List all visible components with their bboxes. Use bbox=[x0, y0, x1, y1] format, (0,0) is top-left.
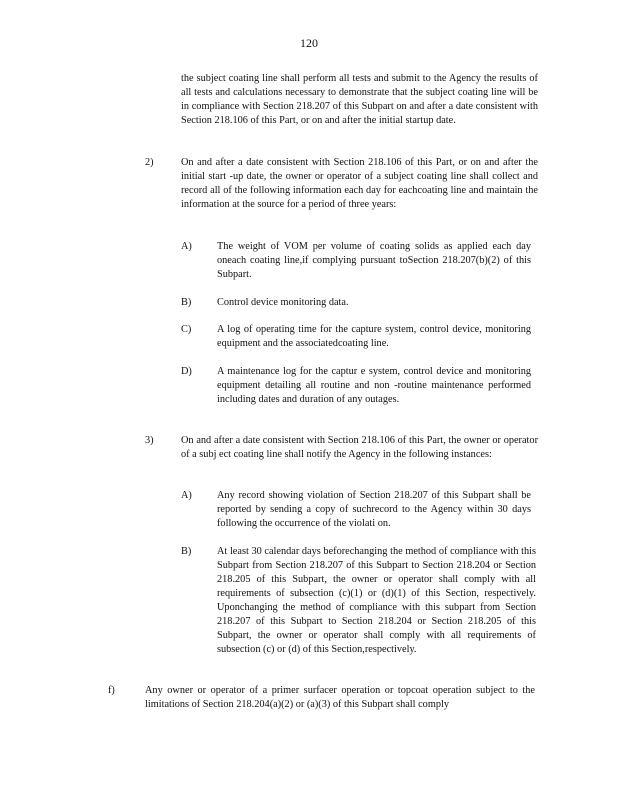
item-3-A-text: Any record showing violation of Section 218.207 of this Subpart shall be reported by sending a copy of suchrecord to the Agency within 30 days following the occurrence of the violati on. bbox=[217, 490, 531, 529]
item-2-D-label: D) bbox=[181, 366, 192, 377]
intro-paragraph: the subject coating line shall perform all tests and submit to the Agency the results of all tests and calculations necessary to demonstrate that the subject coating line will be in compliance with Section 218.207 of this Subpart on and after a date consistent with Section 218.106 of this Part, or on and after the initial startup date. bbox=[181, 73, 538, 126]
item-2-label: 2) bbox=[145, 157, 154, 168]
section-f-text: Any owner or operator of a primer surfacer operation or topcoat operation subject to the limitations of Section 218.204(a)(2) or (a)(3) of this Subpart shall comply bbox=[145, 685, 535, 710]
item-2-C-text: A log of operating time for the capture system, control device, monitoring equipment and the associatedcoating line. bbox=[217, 324, 531, 349]
item-2-A-text: The weight of VOM per volume of coating solids as applied each day oneach coating line,if complying pursuant toSection 218.207(b)(2) of this Subpart. bbox=[217, 241, 531, 280]
item-3-B-text: At least 30 calendar days beforechanging the method of compliance with this Subpart from Section 218.207 of this Subpart to Section 218.204 or Section 218.205 of this Subpart, the owner or operator shall comply with all requirements of subsection (c)(1) or (d)(1) of this Section, respectively. Uponchanging the method of compliance with this subpart from Section 218.207 of this Subpart to Section 218.204 or Section 218.205 of this Subpart, the owner or operator shall comply with all requirements of subsection (c) or (d) of this Section,respectively. bbox=[217, 546, 536, 655]
item-2-A-label: A) bbox=[181, 241, 192, 252]
item-3-A-label: A) bbox=[181, 490, 192, 501]
item-3-B-label: B) bbox=[181, 546, 192, 557]
page-number: 120 bbox=[300, 36, 318, 50]
item-2-D-text: A maintenance log for the captur e system, control device and monitoring equipment detailing all routine and non -routine maintenance performed including dates and duration of any outages. bbox=[217, 366, 531, 405]
item-2-text: On and after a date consistent with Section 218.106 of this Part, or on and after the initial start -up date, the owner or operator of a subject coating line shall collect and record all of the following information each day for eachcoating line and maintain the information at the source for a period of three years: bbox=[181, 157, 538, 210]
item-2-C-label: C) bbox=[181, 324, 192, 335]
section-f-label: f) bbox=[108, 685, 115, 696]
item-2-B-label: B) bbox=[181, 297, 192, 308]
item-3-label: 3) bbox=[145, 435, 154, 446]
item-3-text: On and after a date consistent with Section 218.106 of this Part, the owner or operator of a subj ect coating line shall notify the Agency in the following instances: bbox=[181, 435, 538, 460]
item-2-B-text: Control device monitoring data. bbox=[217, 297, 349, 308]
